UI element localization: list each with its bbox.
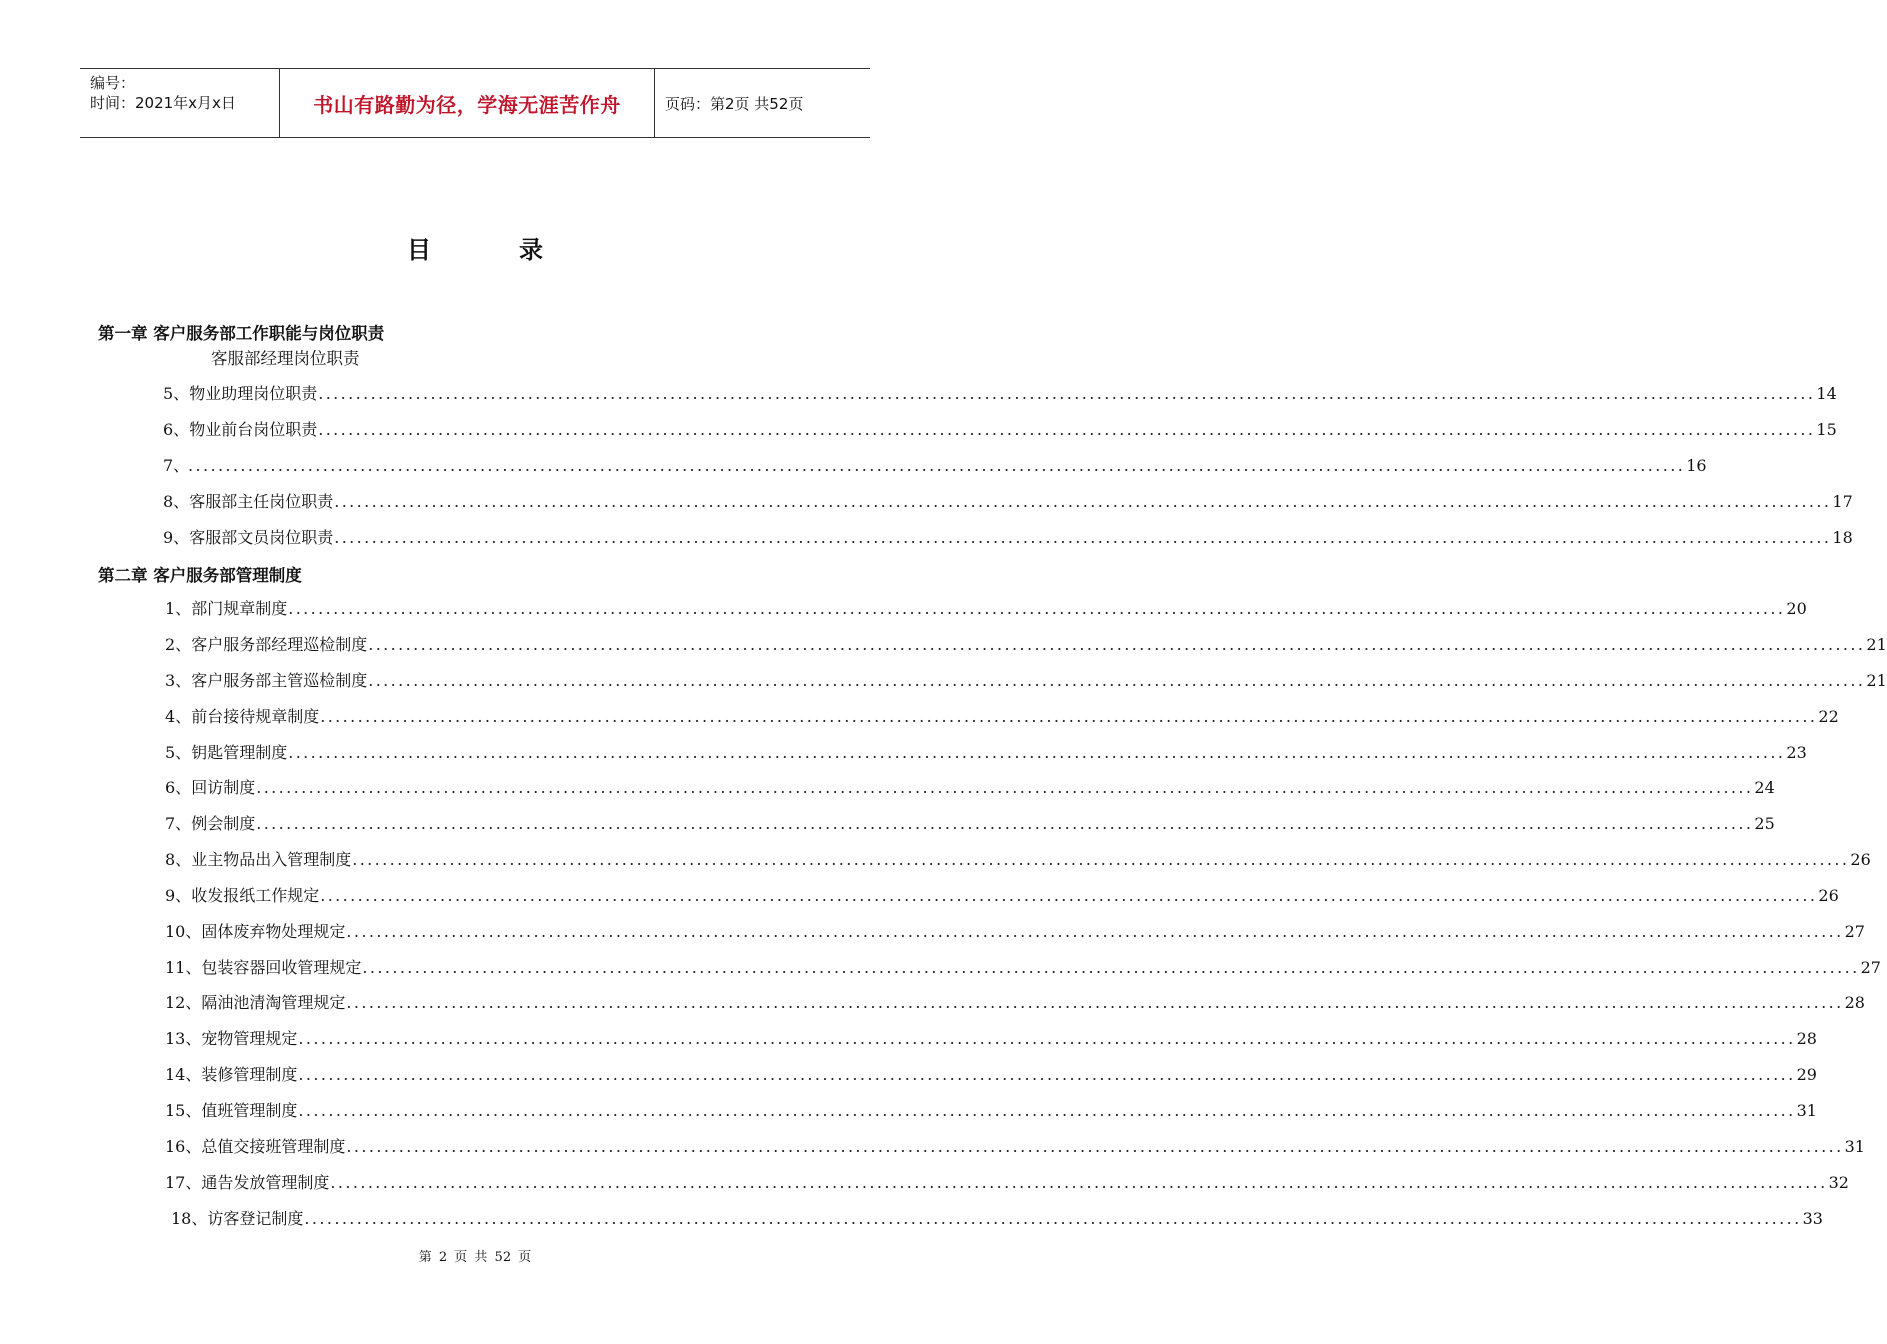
toc-entry-title: 回访制度 [191, 778, 256, 797]
toc-entry-page: 33 [1802, 1209, 1823, 1228]
toc-entry-page: 31 [1844, 1137, 1865, 1156]
toc-leader-dots: ........................................................................................................................................................................................................ [334, 528, 1832, 547]
toc-entry-number: 18、 [171, 1209, 208, 1228]
toc-entry-number: 5、 [163, 384, 190, 403]
toc-entry-title: 客户服务部主管巡检制度 [191, 671, 368, 690]
toc-entry-number: 12、 [165, 993, 202, 1012]
toc-leader-dots: ........................................................................................................................................................................................................ [320, 707, 1818, 726]
toc-leader-dots: ........................................................................................................................................................................................................ [334, 492, 1832, 511]
toc-entry-page: 14 [1816, 384, 1837, 403]
toc-entry-number: 14、 [165, 1065, 202, 1084]
toc-entry-title: 隔油池清淘管理规定 [201, 993, 346, 1012]
toc-leader-dots: ........................................................................................................................................................................................................ [346, 1137, 1844, 1156]
page-header [80, 68, 870, 138]
toc-entry-number: 17、 [165, 1173, 202, 1192]
toc-entry-page: 16 [1686, 456, 1707, 475]
toc-entry-title: 访客登记制度 [207, 1209, 304, 1228]
toc-leader-dots: ........................................................................................................................................................................................................ [288, 743, 1786, 762]
toc-leader-dots: ........................................................................................................................................................................................................ [320, 886, 1818, 905]
toc-entry-page: 17 [1832, 492, 1853, 511]
header-code: 编号： [90, 74, 136, 92]
toc-entry [165, 847, 1871, 871]
toc-entry-page: 15 [1816, 420, 1837, 439]
toc-leader-dots: ........................................................................................................................................................................................................ [346, 922, 1844, 941]
chapter-heading-1: 第一章 客户服务部工作职能与岗位职责 [98, 324, 385, 343]
toc-entry [163, 453, 1707, 477]
toc-entry [165, 955, 1881, 979]
toc-entry-title: 客户服务部经理巡检制度 [191, 635, 368, 654]
toc-entry-page: 26 [1850, 850, 1871, 869]
toc-entry [165, 775, 1775, 799]
toc-entry-number: 15、 [165, 1101, 202, 1120]
toc-entry-number: 6、 [163, 420, 190, 439]
toc-leader-dots: ........................................................................................................................................................................................................ [318, 420, 1816, 439]
title-char-2: 录 [519, 236, 543, 264]
toc-entry-title: 装修管理制度 [201, 1065, 298, 1084]
toc-entry-number: 7、 [163, 456, 190, 475]
toc-entry [165, 990, 1865, 1014]
toc-entry-page: 26 [1818, 886, 1839, 905]
toc-entry [165, 1170, 1849, 1194]
toc-leader-dots: ........................................................................................................................................................................................................ [188, 456, 1686, 475]
toc-entry-title: 值班管理制度 [201, 1101, 298, 1120]
header-meta [80, 69, 280, 137]
toc-entry [165, 668, 1887, 692]
toc-leader-dots: ........................................................................................................................................................................................................ [298, 1065, 1796, 1084]
header-time: 时间：2021年x月x日 [90, 94, 236, 112]
toc-entry-title: 例会制度 [191, 814, 256, 833]
toc-entry [165, 740, 1807, 764]
toc-entry-title: 总值交接班管理制度 [201, 1137, 346, 1156]
toc-leader-dots: ........................................................................................................................................................................................................ [368, 671, 1866, 690]
toc-entry-title: 物业助理岗位职责 [189, 384, 318, 403]
toc-leader-dots: ........................................................................................................................................................................................................ [298, 1101, 1796, 1120]
toc-entry [165, 1062, 1817, 1086]
section-subhead: 客服部经理岗位职责 [211, 349, 360, 368]
toc-leader-dots: ........................................................................................................................................................................................................ [368, 635, 1866, 654]
toc-entry-page: 27 [1844, 922, 1865, 941]
toc-leader-dots: ........................................................................................................................................................................................................ [346, 993, 1844, 1012]
toc-entry-number: 13、 [165, 1029, 202, 1048]
toc-entry [165, 919, 1865, 943]
toc-entry-title: 部门规章制度 [191, 599, 288, 618]
toc-entry-page: 29 [1796, 1065, 1817, 1084]
toc-entry-number: 10、 [165, 922, 202, 941]
toc-entry-number: 11、 [165, 958, 202, 977]
toc-entry-number: 6、 [165, 778, 192, 797]
toc-entry [165, 1098, 1817, 1122]
toc-entry-page: 22 [1818, 707, 1839, 726]
page-footer: 第 2 页 共 52 页 [418, 1250, 532, 1265]
toc-entry-number: 1、 [165, 599, 192, 618]
toc-entry [165, 1134, 1865, 1158]
toc-entry-title: 客服部文员岗位职责 [189, 528, 334, 547]
toc-entry [163, 381, 1837, 405]
toc-leader-dots: ........................................................................................................................................................................................................ [330, 1173, 1828, 1192]
toc-entry-title: 前台接待规章制度 [191, 707, 320, 726]
toc-entry-title: 包装容器回收管理规定 [201, 958, 362, 977]
toc-entry-page: 28 [1796, 1029, 1817, 1048]
toc-leader-dots: ........................................................................................................................................................................................................ [256, 778, 1754, 797]
toc-entry-page: 27 [1860, 958, 1881, 977]
toc-entry-page: 21 [1866, 635, 1887, 654]
toc-leader-dots: ........................................................................................................................................................................................................ [256, 814, 1754, 833]
toc-entry-number: 7、 [165, 814, 192, 833]
toc-entry [171, 1206, 1823, 1230]
toc-entry-page: 24 [1754, 778, 1775, 797]
toc-entry [165, 1026, 1817, 1050]
chapter-heading-2: 第二章 客户服务部管理制度 [98, 566, 302, 585]
toc-entry-page: 18 [1832, 528, 1853, 547]
toc-entry [165, 632, 1887, 656]
toc-entry-page: 25 [1754, 814, 1775, 833]
toc-entry [163, 417, 1837, 441]
toc-entry [165, 704, 1839, 728]
toc-leader-dots: ........................................................................................................................................................................................................ [318, 384, 1816, 403]
toc-entry-page: 31 [1796, 1101, 1817, 1120]
toc-entry-number: 9、 [165, 886, 192, 905]
toc-entry-number: 9、 [163, 528, 190, 547]
toc-entry-number: 3、 [165, 671, 192, 690]
toc-entry-title: 收发报纸工作规定 [191, 886, 320, 905]
toc-entry-number: 2、 [165, 635, 192, 654]
toc-entry [165, 811, 1775, 835]
toc-entry-number: 4、 [165, 707, 192, 726]
toc-entry-page: 23 [1786, 743, 1807, 762]
toc-entry-title: 通告发放管理制度 [201, 1173, 330, 1192]
toc-entry [163, 489, 1853, 513]
toc-entry-page: 32 [1828, 1173, 1849, 1192]
toc-leader-dots: ........................................................................................................................................................................................................ [288, 599, 1786, 618]
toc-leader-dots: ........................................................................................................................................................................................................ [298, 1029, 1796, 1048]
toc-entry-page: 20 [1786, 599, 1807, 618]
toc-entry-title: 固体废弃物处理规定 [201, 922, 346, 941]
header-motto: 书山有路勤为径，学海无涯苦作舟 [280, 69, 655, 137]
page-title [0, 230, 950, 265]
toc-entry-number: 16、 [165, 1137, 202, 1156]
toc-leader-dots: ........................................................................................................................................................................................................ [352, 850, 1850, 869]
toc-entry-page: 28 [1844, 993, 1865, 1012]
toc-entry-number: 5、 [165, 743, 192, 762]
toc-leader-dots: ........................................................................................................................................................................................................ [362, 958, 1860, 977]
toc-entry-page: 21 [1866, 671, 1887, 690]
toc-leader-dots: ........................................................................................................................................................................................................ [304, 1209, 1802, 1228]
header-page-info: 页码：第2页 共52页 [665, 94, 804, 113]
toc-entry-title: 钥匙管理制度 [191, 743, 288, 762]
toc-entry [163, 525, 1853, 549]
toc-entry-title: 客服部主任岗位职责 [189, 492, 334, 511]
toc-entry-number: 8、 [163, 492, 190, 511]
toc-entry [165, 596, 1807, 620]
toc-entry-title: 业主物品出入管理制度 [191, 850, 352, 869]
toc-entry-number: 8、 [165, 850, 192, 869]
toc-entry-title: 宠物管理规定 [201, 1029, 298, 1048]
toc-entry [165, 883, 1839, 907]
title-char-1: 目 [407, 236, 431, 264]
toc-entry-title: 物业前台岗位职责 [189, 420, 318, 439]
